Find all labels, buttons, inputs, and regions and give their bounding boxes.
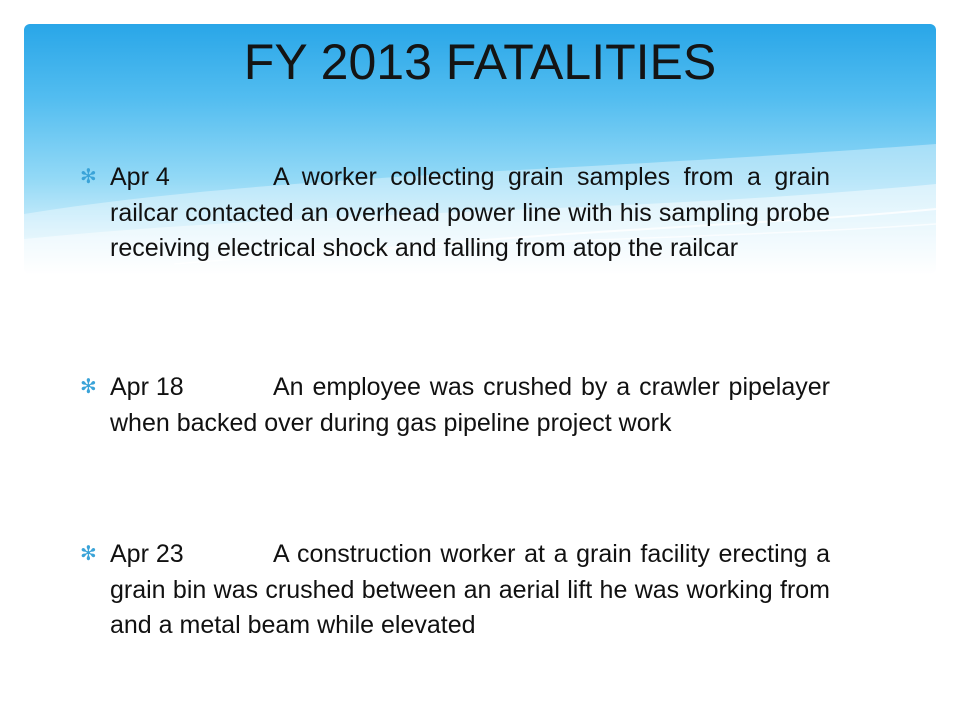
asterisk-icon: ✻ — [80, 543, 97, 565]
slide-title: FY 2013 FATALITIES — [243, 34, 717, 90]
item-date: Apr 18 — [110, 373, 184, 401]
item-text: A worker collecting grain samples from a grain railcar contacted an overhead power line with his sampling probe receiving electrical shock and falling from atop the railcar — [110, 163, 830, 262]
item-date: Apr 4 — [110, 163, 170, 191]
asterisk-icon: ✻ — [80, 376, 97, 398]
item-text: A construction worker at a grain facility erecting a grain bin was crushed between an aerial lift he was working from and a metal beam while elevated — [110, 540, 830, 639]
item-text: An employee was crushed by a crawler pipelayer when backed over during gas pipeline project work — [110, 373, 830, 437]
list-item — [80, 160, 830, 267]
list-item — [80, 537, 830, 644]
asterisk-icon: ✻ — [80, 166, 97, 188]
item-date: Apr 23 — [110, 540, 184, 568]
list-item — [80, 370, 830, 441]
